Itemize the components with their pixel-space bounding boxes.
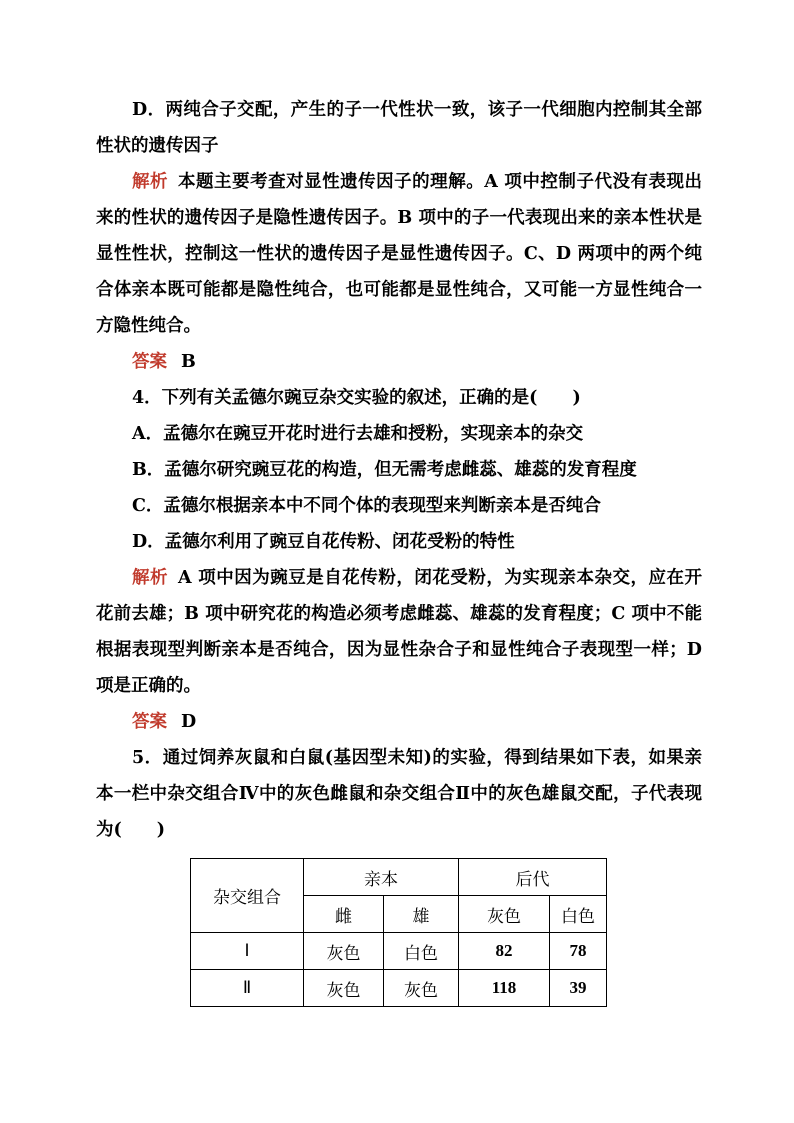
cell-combo: Ⅰ — [191, 933, 304, 970]
q3-analysis — [96, 164, 702, 344]
subheader-white: 白色 — [550, 896, 607, 933]
q4-analysis-label: 解析 — [132, 568, 169, 588]
table-header-row — [191, 859, 607, 896]
q3-option-d: D．两纯合子交配，产生的子一代性状一致，该子一代细胞内控制其全部性状的遗传因子 — [96, 100, 702, 156]
cell-white-count: 78 — [550, 933, 607, 970]
q4-answer — [96, 704, 702, 740]
q4-option-c: C．孟德尔根据亲本中不同个体的表现型来判断亲本是否纯合 — [132, 496, 601, 516]
subheader-gray: 灰色 — [459, 896, 550, 933]
q3-analysis-label: 解析 — [132, 172, 169, 192]
cell-gray-count: 118 — [459, 970, 550, 1007]
cell-female: 灰色 — [304, 970, 384, 1007]
cross-results-table — [190, 858, 607, 1007]
table-row — [191, 970, 607, 1007]
header-combo: 杂交组合 — [191, 859, 304, 933]
cell-gray-count: 82 — [459, 933, 550, 970]
cell-combo: Ⅱ — [191, 970, 304, 1007]
q3-answer-label: 答案 — [132, 352, 167, 372]
cell-white-count: 39 — [550, 970, 607, 1007]
q4-stem: 4．下列有关孟德尔豌豆杂交实验的叙述，正确的是( ) — [132, 388, 581, 408]
q4-analysis — [96, 560, 702, 704]
q5-stem: 5．通过饲养灰鼠和白鼠(基因型未知)的实验，得到结果如下表，如果亲本一栏中杂交组合Ⅳ中的灰色雌鼠和杂交组合Ⅱ中的灰色雄鼠交配，子代表现为( ) — [96, 748, 702, 840]
q3-answer-value: B — [181, 352, 196, 372]
cell-male: 白色 — [384, 933, 459, 970]
q4-answer-value: D — [181, 712, 197, 732]
q4-answer-label: 答案 — [132, 712, 167, 732]
cell-male: 灰色 — [384, 970, 459, 1007]
q4-option-b: B．孟德尔研究豌豆花的构造，但无需考虑雌蕊、雄蕊的发育程度 — [132, 460, 637, 480]
subheader-male: 雄 — [384, 896, 459, 933]
header-parents: 亲本 — [304, 859, 459, 896]
q3-answer — [96, 344, 702, 380]
header-offspring: 后代 — [459, 859, 607, 896]
table-row — [191, 933, 607, 970]
q4-option-d: D．孟德尔利用了豌豆自花传粉、闭花受粉的特性 — [132, 532, 515, 552]
q4-analysis-text: A 项中因为豌豆是自花传粉，闭花受粉，为实现亲本杂交，应在开花前去雄；B 项中研究花的构造必须考虑雌蕊、雄蕊的发育程度；C 项中不能根据表现型判断亲本是否纯合，因为显性杂合子和显性纯合子表现型一样；D 项是正确的。 — [96, 568, 703, 696]
subheader-female: 雌 — [304, 896, 384, 933]
cell-female: 灰色 — [304, 933, 384, 970]
document-page — [96, 92, 702, 848]
q3-analysis-text: 本题主要考查对显性遗传因子的理解。A 项中控制子代没有表现出来的性状的遗传因子是隐性遗传因子。B 项中的子一代表现出来的亲本性状是显性性状，控制这一性状的遗传因子是显性遗传因子。C、D 两项中的两个纯合体亲本既可能都是隐性纯合，也可能都是显性纯合，又可能一方显性纯合一方隐性纯合。 — [96, 172, 703, 336]
q4-option-a: A．孟德尔在豌豆开花时进行去雄和授粉，实现亲本的杂交 — [132, 424, 584, 444]
